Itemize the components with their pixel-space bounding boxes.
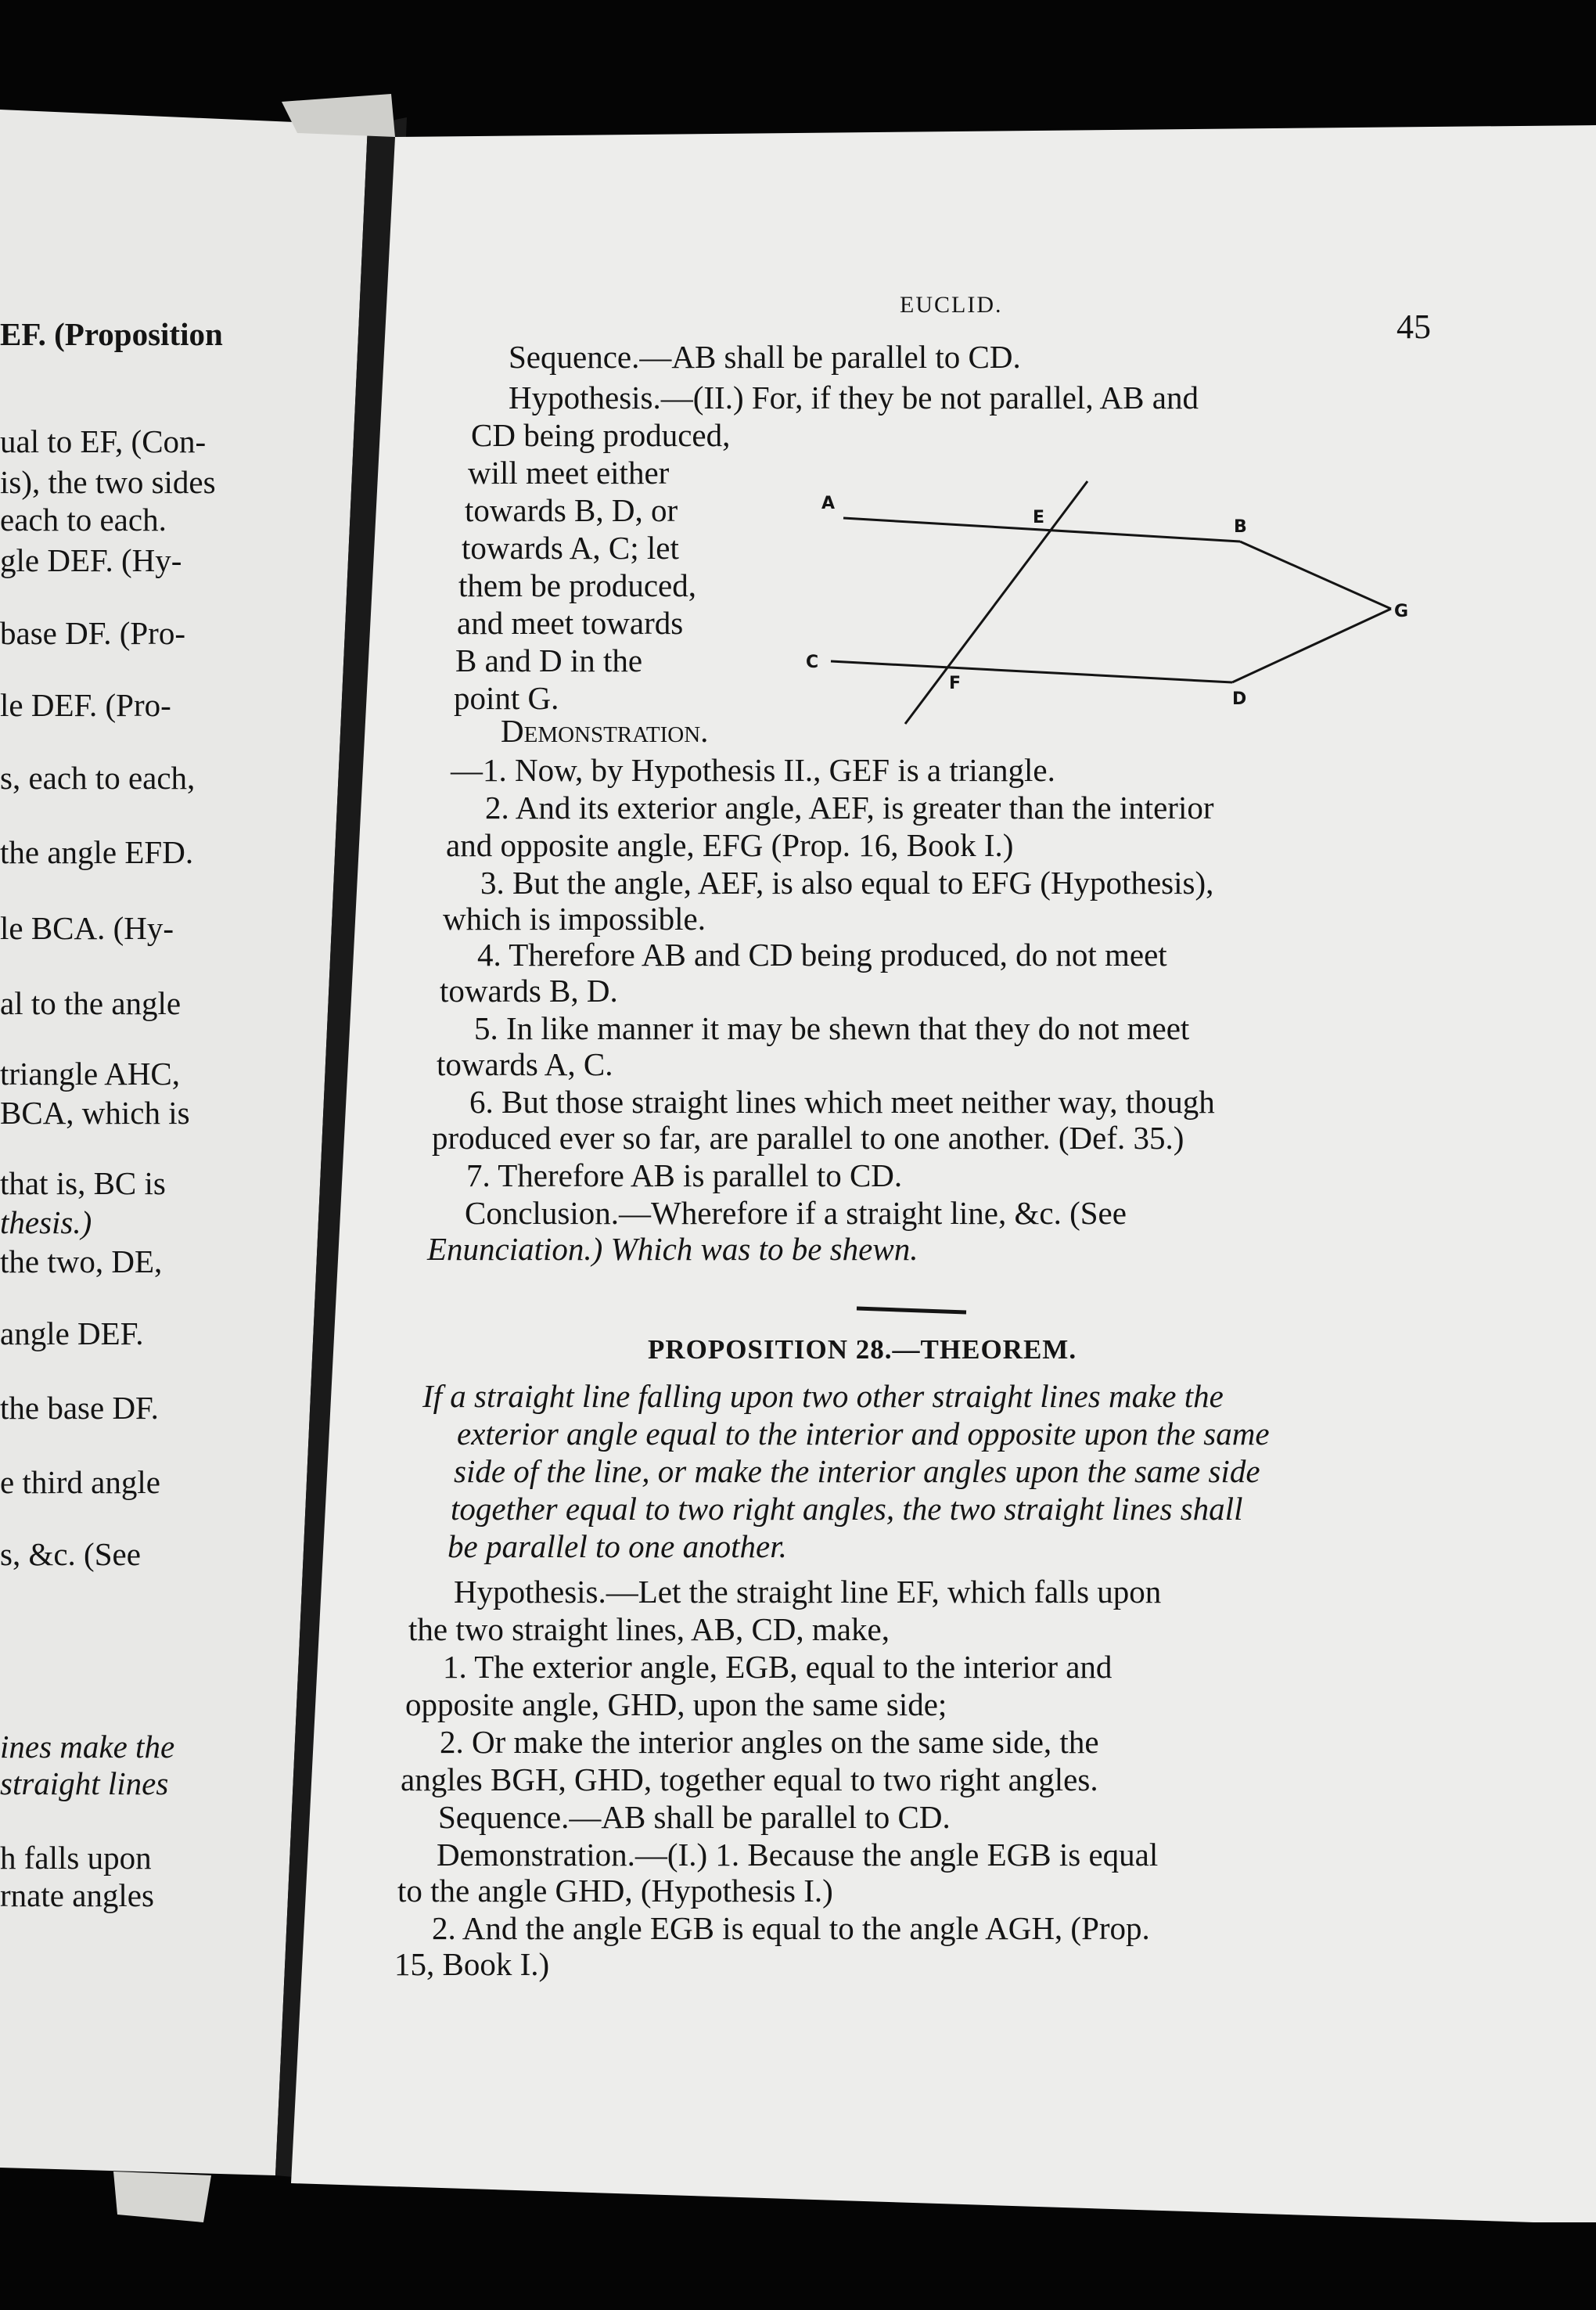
left-line: le DEF. (Pro- [0,687,171,723]
page-edge-bottom [113,2171,211,2222]
text-line: Demonstration. [501,713,709,749]
left-line: EF. (Proposition [0,316,223,352]
page-number: 45 [1396,308,1431,346]
left-line: the angle EFD. [0,834,194,870]
text-line: 2. And the angle EGB is equal to the angle AGH, (Prop. [432,1910,1150,1946]
enunciation-line: be parallel to one another. [448,1528,787,1564]
left-line: h falls upon [0,1840,152,1876]
left-line: is), the two sides [0,464,216,500]
text-line: towards A, C. [437,1046,613,1082]
left-line: the base DF. [0,1390,159,1426]
enunciation-line: together equal to two right angles, the two straight lines shall [451,1491,1243,1527]
text-line: —1. Now, by Hypothesis II., GEF is a triangle. [451,752,1055,788]
text-line: 5. In like manner it may be shewn that they do not meet [474,1010,1190,1046]
left-line: ines make the [0,1729,175,1765]
page-edge-top [282,94,395,137]
left-line: straight lines [0,1765,169,1801]
left-line: BCA, which is [0,1095,190,1131]
left-line: angle DEF. [0,1315,144,1351]
text-line: 4. Therefore AB and CD being produced, do not meet [477,937,1167,973]
text-line: angles BGH, GHD, together equal to two right angles. [401,1761,1098,1797]
text-line: Conclusion.—Wherefore if a straight line, &c. (See [465,1195,1127,1231]
left-line: triangle AHC, [0,1056,181,1092]
left-line: the two, DE, [0,1243,163,1279]
text-line: and opposite angle, EFG (Prop. 16, Book I.) [446,827,1014,863]
text-line: which is impossible. [443,901,706,937]
text-line: opposite angle, GHD, upon the same side; [405,1686,947,1722]
text-line: Sequence.—AB shall be parallel to CD. [438,1799,951,1835]
enunciation-line: exterior angle equal to the interior and opposite upon the same [457,1416,1270,1452]
label-e: E [1033,508,1045,527]
left-line: base DF. (Pro- [0,615,185,651]
text-line: towards A, C; let [462,530,679,566]
text-line: 2. And its exterior angle, AEF, is greater than the interior [485,790,1214,826]
text-line: and meet towards [457,605,684,641]
left-line: e third angle [0,1464,160,1500]
text-line: 6. But those straight lines which meet neither way, though [469,1084,1215,1120]
text-line: towards B, D. [440,973,618,1009]
left-line: gle DEF. (Hy- [0,542,182,578]
label-a: A [821,494,836,513]
text-line: 2. Or make the interior angles on the same side, the [440,1724,1099,1760]
label-c: C [806,653,819,672]
text-line: the two straight lines, AB, CD, make, [408,1611,890,1647]
text-line: Hypothesis.—Let the straight line EF, which falls upon [454,1574,1162,1610]
label-f: F [949,674,962,693]
running-head: EUCLID. [900,292,1003,318]
text-line: towards B, D, or [465,492,678,528]
text-line: Demonstration.—(I.) 1. Because the angle EGB is equal [437,1837,1159,1873]
left-line: that is, BC is [0,1165,166,1201]
text-line: will meet either [468,455,670,491]
text-line: Hypothesis.—(II.) For, if they be not parallel, AB and [509,380,1199,416]
text-line: to the angle GHD, (Hypothesis I.) [397,1873,833,1909]
text-line: produced ever so far, are parallel to one another. (Def. 35.) [432,1120,1184,1156]
text-line: B and D in the [455,642,643,678]
left-line: each to each. [0,502,167,538]
left-line: rnate angles [0,1877,154,1913]
label-g: G [1394,602,1409,621]
label-b: B [1234,517,1247,537]
left-line: al to the angle [0,985,182,1021]
left-line: thesis.) [0,1204,92,1240]
enunciation-line: If a straight line falling upon two other straight lines make the [422,1378,1224,1414]
text-line: 1. The exterior angle, EGB, equal to the interior and [443,1649,1113,1685]
proposition-title: PROPOSITION 28.—THEOREM. [648,1334,1077,1365]
text-line: point G. [454,680,559,716]
text-line: 15, Book I.) [394,1946,550,1982]
text-line: them be produced, [458,567,696,603]
label-d: D [1232,689,1247,709]
text-line: 3. But the angle, AEF, is also equal to EFG (Hypothesis), [480,865,1214,901]
enunciation-line: side of the line, or make the interior angles upon the same side [454,1453,1260,1489]
text-line: CD being produced, [471,417,731,453]
text-line: Enunciation.) Which was to be shewn. [427,1231,918,1267]
left-line: s, each to each, [0,760,196,796]
left-line: ual to EF, (Con- [0,423,207,459]
text-line: 7. Therefore AB is parallel to CD. [466,1157,903,1193]
left-line: s, &c. (See [0,1536,141,1572]
text-line: Sequence.—AB shall be parallel to CD. [509,339,1021,375]
left-line: le BCA. (Hy- [0,910,174,946]
